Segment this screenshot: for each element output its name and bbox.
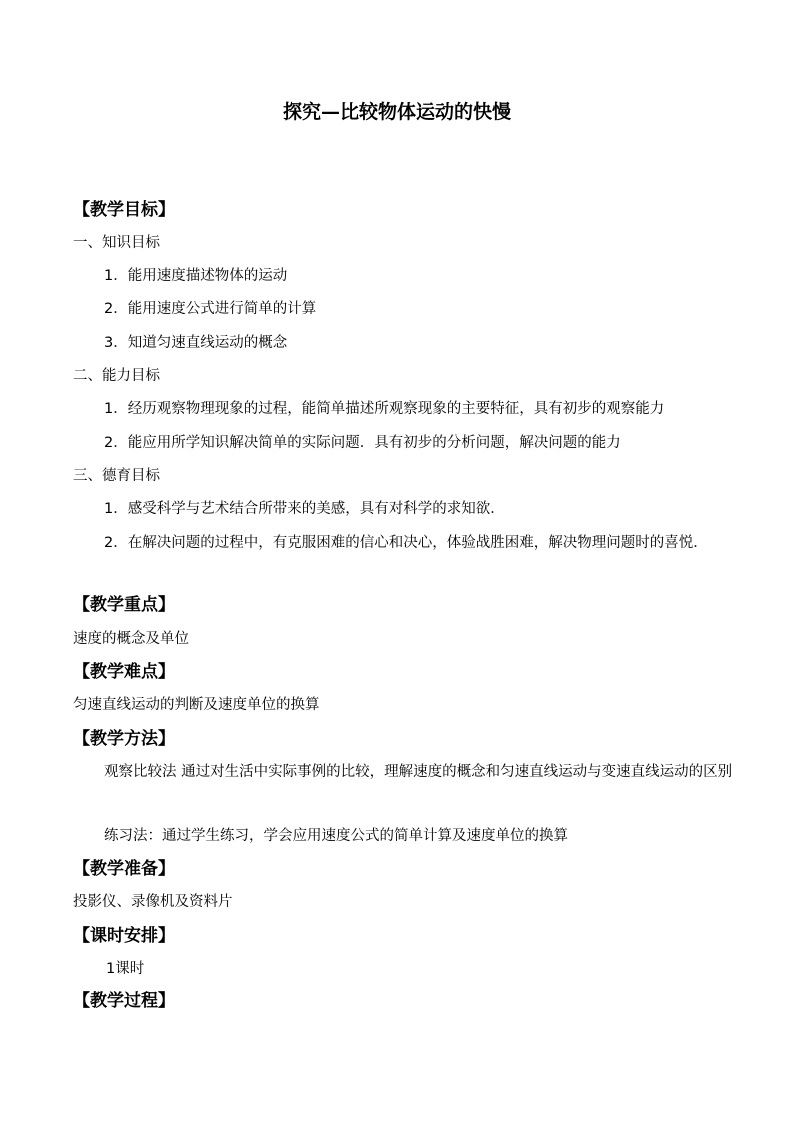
heading-preparation: 【教学准备】 — [73, 859, 175, 879]
heading-process: 【教学过程】 — [73, 991, 175, 1011]
moral-objectives-label: 三、德育目标 — [73, 468, 160, 484]
difficulties-text: 匀速直线运动的判断及速度单位的换算 — [73, 697, 320, 713]
method-practice: 练习法：通过学生练习，学会应用速度公式的简单计算及速度单位的换算 — [104, 828, 568, 844]
ability-item-1: 1．经历观察物理现象的过程，能简单描述所观察现象的主要特征，具有初步的观察能力 — [104, 401, 665, 417]
ability-objectives-label: 二、能力目标 — [73, 368, 160, 384]
knowledge-item-2: 2．能用速度公式进行简单的计算 — [104, 301, 317, 317]
heading-objectives: 【教学目标】 — [73, 200, 175, 220]
knowledge-item-3: 3．知道匀速直线运动的概念 — [104, 335, 288, 351]
heading-schedule: 【课时安排】 — [73, 926, 175, 946]
knowledge-item-1: 1．能用速度描述物体的运动 — [104, 268, 288, 284]
moral-item-1: 1．感受科学与艺术结合所带来的美感，具有对科学的求知欲． — [104, 501, 505, 517]
schedule-text: 1课时 — [106, 961, 145, 977]
page-title: 探究—比较物体运动的快慢 — [282, 101, 511, 123]
ability-item-2: 2．能应用所学知识解决简单的实际问题．具有初步的分析问题，解决问题的能力 — [104, 435, 621, 451]
heading-difficulties: 【教学难点】 — [73, 662, 175, 682]
preparation-text: 投影仪、录像机及资料片 — [73, 894, 233, 910]
knowledge-objectives-label: 一、知识目标 — [73, 235, 160, 251]
method-observe-compare: 观察比较法 通过对生活中实际事例的比较，理解速度的概念和匀速直线运动与变速直线运动的区别 — [104, 764, 733, 780]
moral-item-2: 2．在解决问题的过程中，有克服困难的信心和决心，体验战胜困难，解决物理问题时的喜悦． — [104, 535, 708, 551]
key-points-text: 速度的概念及单位 — [73, 631, 189, 647]
heading-methods: 【教学方法】 — [73, 729, 175, 749]
heading-key-points: 【教学重点】 — [73, 595, 175, 615]
